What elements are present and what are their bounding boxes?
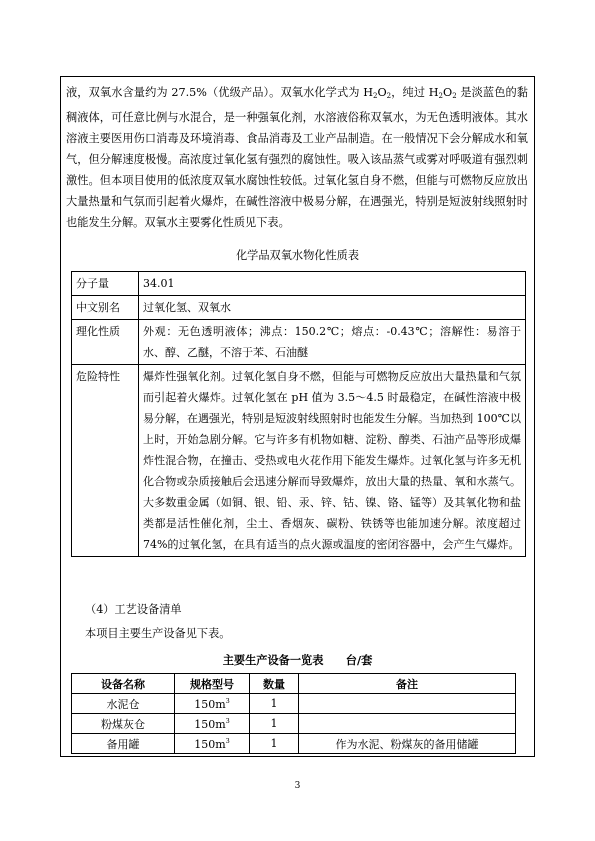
body-paragraph bbox=[66, 82, 528, 233]
property-value: 34.01 bbox=[139, 272, 526, 296]
property-key: 分子量 bbox=[72, 272, 139, 296]
property-value: 外观：无色透明液体；沸点：150.2℃；熔点：-0.43℃；溶解性：易溶于水、醇、乙醚，不溶于苯、石油醚 bbox=[139, 320, 526, 365]
equipment-spec: $150m^3$ bbox=[175, 734, 250, 754]
column-header: 数量 bbox=[250, 674, 299, 694]
equipment-note: 作为水泥、粉煤灰的备用储罐 bbox=[299, 734, 516, 754]
table-header-row bbox=[72, 674, 516, 694]
property-key: 理化性质 bbox=[72, 320, 139, 365]
column-header: 备注 bbox=[299, 674, 516, 694]
equipment-qty: 1 bbox=[250, 734, 299, 754]
table-row bbox=[72, 365, 526, 557]
table2-caption: 主要生产设备一览表 台/套 bbox=[222, 653, 373, 667]
table-row bbox=[72, 320, 526, 365]
equipment-table bbox=[71, 673, 516, 754]
page-number: 3 bbox=[294, 781, 301, 791]
equipment-name: 水泥仓 bbox=[72, 694, 175, 714]
paragraph-text: 液，双氧水含量约为 27.5%（优级产品）。双氧水化学式为 $H_2O_2$，纯过 $H_2O_2$ 是淡蓝色的黏稠液体，可任意比例与水混合，是一种强氧化剂，水溶液俗称双氧水，为无色透明液体。其水溶液主要医用伤口消毒及环境消毒、食品消毒及工业产品制造。在一般情况下会分解成水和氧气，但分解速度极慢。高浓度过氧化氢有强烈的腐蚀性。吸入该品蒸气或雾对呼吸道有强烈刺激性。但本项目使用的低浓度双氧水腐蚀性较低。过氧化氢自身不燃，但能与可燃物反应放出大量热量和气氛而引起着火爆炸，在碱性溶液中极易分解，在遇强光，特别是短波射线照射时也能发生分解。双氧水主要雾化性质见下表。 bbox=[66, 86, 528, 229]
table-row bbox=[72, 296, 526, 320]
property-value: 爆炸性强氧化剂。过氧化氢自身不燃，但能与可燃物反应放出大量热量和气氛而引起着火爆炸。过氧化氢在 pH 值为 3.5～4.5 时最稳定，在碱性溶液中极易分解，在遇强光，特别是短波射线照射时也能发生分解。当加热到 100℃以上时，开始急剧分解。它与许多有机物如糖、淀粉、醇类、石油产品等形成爆炸性混合物，在撞击、受热或电火花作用下能发生爆炸。过氧化氢与许多无机化合物或杂质接触后会迅速分解而导致爆炸，放出大量的热量、氧和水蒸气。大多数重金属（如铜、银、铅、汞、锌、钴、镍、铬、锰等）及其氧化物和盐类都是活性催化剂，尘土、香烟灰、碳粉、铁锈等也能加速分解。浓度超过 74%的过氧化氢，在具有适当的点火源或温度的密闭容器中，会产生气爆炸。 bbox=[139, 365, 526, 557]
section-intro: 本项目主要生产设备见下表。 bbox=[85, 627, 231, 640]
table1-caption: 化学品双氧水物化性质表 bbox=[235, 249, 360, 262]
equipment-qty: 1 bbox=[250, 694, 299, 714]
property-value: 过氧化氢、双氧水 bbox=[139, 296, 526, 320]
column-header: 规格型号 bbox=[175, 674, 250, 694]
equipment-qty: 1 bbox=[250, 714, 299, 734]
section-heading: （4）工艺设备清单 bbox=[85, 603, 182, 616]
property-key: 中文别名 bbox=[72, 296, 139, 320]
equipment-name: 备用罐 bbox=[72, 734, 175, 754]
table-row bbox=[72, 694, 516, 714]
column-header: 设备名称 bbox=[72, 674, 175, 694]
table-row bbox=[72, 714, 516, 734]
table-row bbox=[72, 734, 516, 754]
equipment-note bbox=[299, 714, 516, 734]
equipment-note bbox=[299, 694, 516, 714]
property-key: 危险特性 bbox=[72, 365, 139, 557]
table-row bbox=[72, 272, 526, 296]
properties-table bbox=[71, 271, 526, 557]
equipment-spec: $150m^3$ bbox=[175, 694, 250, 714]
equipment-spec: $150m^3$ bbox=[175, 714, 250, 734]
equipment-name: 粉煤灰仓 bbox=[72, 714, 175, 734]
